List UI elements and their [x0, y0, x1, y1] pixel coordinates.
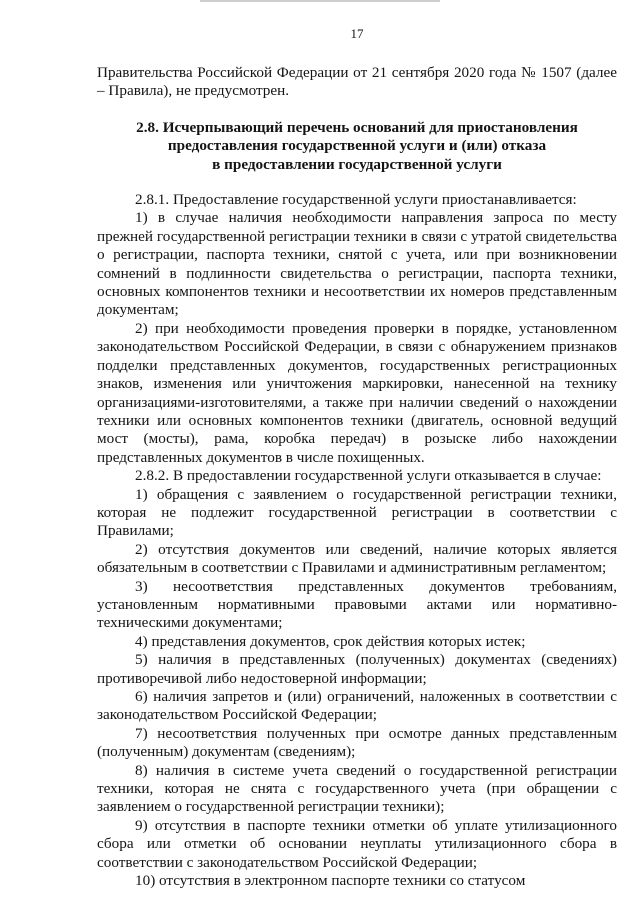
scan-top-edge	[200, 0, 440, 2]
paragraph: 1) обращения с заявлением о государственной регистрации техники, которая не подлежит государственной регистрации в соответствии с Правилами;	[97, 485, 617, 540]
paragraph: 2.8.1. Предоставление государственной услуги приостанавливается:	[135, 191, 577, 209]
paragraph: 2) при необходимости проведения проверки в порядке, установленном законодательством Российской Федерации, в связи с обнаружением признаков подделки представленных документов, государственных регистрационных знаков, изменения или уничтожения маркировки, нанесенной на технику организациями-изготовителями, а также при наличии сведений о нахождении техники или основных компонентов техники (двигатель, основной ведущий мост (мосты), рама, коробка передач) в розыске либо нахождении представленных документов в числе похищенных.	[97, 319, 617, 466]
paragraph: 2.8.2. В предоставлении государственной услуги отказывается в случае:	[135, 467, 602, 485]
section-heading-line-1: 2.8. Исчерпывающий перечень оснований для приостановления	[136, 118, 578, 136]
paragraph: 7) несоответствия полученных при осмотре данных представленным (полученным) документам (сведениям);	[97, 724, 617, 761]
paragraph: 4) представления документов, срок действия которых истек;	[135, 632, 526, 650]
paragraph: 6) наличия запретов и (или) ограничений, наложенных в соответствии с законодательством Российской Федерации;	[97, 688, 617, 724]
document-page	[97, 26, 617, 890]
paragraph: 9) отсутствия в паспорте техники отметки об уплате утилизационного сбора или отметки об основании неуплаты утилизационного сбора в соответствии с законодательством Российской Федерации;	[97, 816, 617, 871]
intro-paragraph: Правительства Российской Федерации от 21 сентября 2020 года № 1507 (далее – Правила), не предусмотрен.	[97, 64, 617, 100]
paragraph: 10) отсутствия в электронном паспорте техники со статусом	[135, 872, 526, 890]
paragraph: 5) наличия в представленных (полученных) документах (сведениях) противоречивой либо недостоверной информации;	[97, 651, 617, 687]
paragraph: 1) в случае наличия необходимости направления запроса по месту прежней государственной регистрации техники в связи с утратой свидетельства о регистрации, паспорта техники, снятой с учета, или при возникновении сомнений в подлинности свидетельства о регистрации, паспорта техники, основных компонентов техники и несоответствии их номеров представленным документам;	[97, 209, 617, 319]
section-heading	[97, 119, 617, 174]
section-heading-line-2: предоставления государственной услуги и (или) отказа	[167, 137, 547, 155]
paragraph: 2) отсутствия документов или сведений, наличие которых является обязательным в соответствии с Правилами и административным регламентом;	[97, 540, 617, 577]
paragraph: 3) несоответствия представленных документов требованиям, установленным нормативными правовыми актами или нормативно-техническими документами;	[97, 577, 617, 632]
paragraph: 8) наличия в системе учета сведений о государственной регистрации техники, которая не снята с государственного учета (при обращении с заявлением о государственной регистрации техники);	[97, 761, 617, 816]
page-number: 17	[350, 26, 364, 41]
section-heading-line-3: в предоставлении государственной услуги	[212, 155, 502, 173]
